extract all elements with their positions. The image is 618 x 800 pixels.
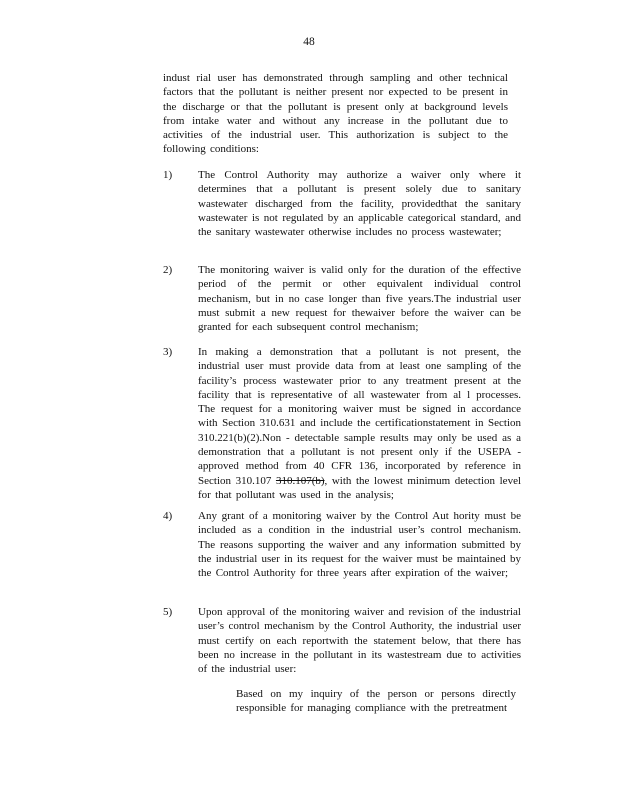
item-text: The Control Authority may authorize a waiver only where it determines that a pollutant is present solely due to sanitary wastewater discharged from the facility, providedthat the sanitary wastewater is not regulated by an applicable categorical standard, and the sanitary wastewater otherwise includes no process wastewater; (198, 169, 521, 239)
item-text: The monitoring waiver is valid only for the duration of the effective period of the permit or other equivalent individual control mechanism, but in no case longer than five years.The industrial user must submit a new request for thewaiver before the waiver can be granted for each subsequent control mechanism; (198, 264, 521, 334)
page-number: 48 (303, 36, 315, 48)
item-text-after: , with the lowest minimum detection level for that pollutant was used in the analysis; (198, 474, 522, 501)
item-text: Upon approval of the monitoring waiver and revision of the industrial user’s control mechanism by the Control Authority, the industrial user must certify on each reportwith the statement below, that there has been no increase in the pollutant in its wastestream due to activities of the industrial user: (198, 606, 521, 676)
item-number: 4) (163, 510, 173, 522)
item-number: 1) (163, 169, 173, 181)
item-number: 5) (163, 606, 173, 618)
intro-paragraph: indust rial user has demonstrated through sampling and other technical factors that the pollutant is neither present nor expected to be present in the discharge or that the pollutant is present only at background levels from intake water and without any increase in the pollutant due to activities of the industrial user. This authorization is subject to the following conditions: (163, 72, 508, 156)
item-number: 3) (163, 346, 173, 358)
certification-statement: Based on my inquiry of the person or persons directly responsible for managing compliance with the pretreatment (236, 688, 516, 715)
item-text: Any grant of a monitoring waiver by the Control Aut hority must be included as a condition in the industrial user’s control mechanism. The reasons supporting the waiver and any information submitted by the industrial user in its request for the waiver must be maintained by the Control Authority for three years after expiration of the waiver; (198, 510, 521, 580)
struck-citation: 310.107(b) (275, 474, 325, 487)
item-number: 2) (163, 264, 173, 276)
item-text (198, 345, 521, 502)
item-text-before: In making a demonstration that a pollutant is not present, the industrial user must provide data from at least one sampling of the facility’s process wastewater prior to any treatment present at the facility that is representative of all wastewater from al l processes. The request for a monitoring waiver must be signed in accordance with Section 310.631 and include the certificationstatement in Section 310.221(b)(2).Non - detectable sample results may only be used as a demonstration that a pollutant is not present only if the USEPA -approved method from 40 CFR 136, incorporated by reference in Section 310.107 (198, 346, 521, 487)
